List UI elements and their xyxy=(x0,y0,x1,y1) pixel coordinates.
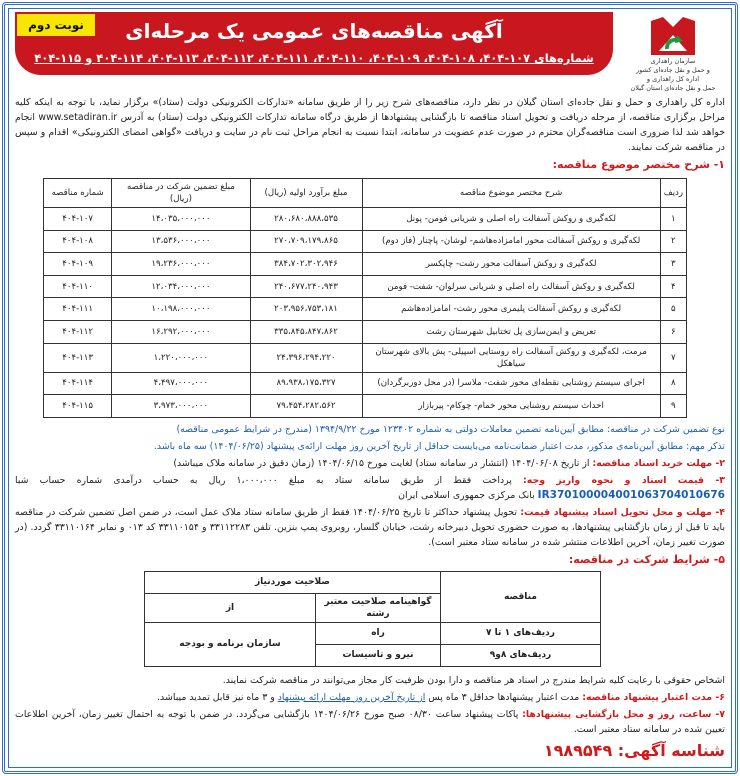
tender-number: ۴۰۴-۱۰۸ xyxy=(44,230,112,253)
estimated-amount: ۲۴،۳۹۶،۲۹۴،۲۲۰ xyxy=(250,343,362,372)
estimated-amount: ۷۹،۴۵۴،۲۸۲،۵۶۲ xyxy=(250,395,362,418)
col-issuer: از xyxy=(145,593,316,622)
tender-number: ۴۰۴-۱۰۹ xyxy=(44,253,112,276)
table-row xyxy=(145,622,601,644)
certificate-field: راه xyxy=(316,622,441,644)
section-7-text: پاکات پیشنهاد ساعت ۰۸/۳۰ صبح مورخ ۱۴۰۴/۰۶/۲۶ بازگشایی می‌گردد. در ضمن با توجه به احتمال تغییر زمان، آخرین اطلاعات تعیین شده در سامانه ستاد معتبر است. xyxy=(15,708,725,735)
section-6 xyxy=(15,690,725,705)
guarantee-type: نوع تضمین شرکت در مناقصه: مطابق آیین‌نامه تضمین معاملات دولتی به شماره ۱۲۳۴۰۲ مورخ ۱۳۹۴/۹/۲۲ (مندرج در شرایط عمومی مناقصه) xyxy=(176,423,725,435)
logo-line: حمل و نقل جاده‌ای استان گیلان xyxy=(630,84,716,92)
logo-line: اداره کل راهداری و xyxy=(646,75,700,83)
tender-number: ۴۰۴-۱۱۰ xyxy=(44,275,112,298)
col-description: شرح مختصر موضوع مناقصه xyxy=(362,179,660,208)
estimated-amount: ۲۸۰،۶۸۰،۸۸۸،۵۳۵ xyxy=(250,208,362,231)
table-row xyxy=(44,208,687,231)
eligibility-text: اشخاص حقوقی با رعایت کلیه شرایط مندرج در اسناد هر مناقصه و دارا بودن ظرفیت کار مجاز می‌توانند در مناقصه شرکت نمایند. xyxy=(222,674,725,686)
logo-line: و حمل و نقل جاده‌ای کشور xyxy=(636,66,710,74)
tenders-table xyxy=(43,178,687,418)
row-number: ۶ xyxy=(660,320,686,343)
table-row xyxy=(44,372,687,395)
second-round-badge: نوبت دوم xyxy=(17,14,95,36)
row-number: ۹ xyxy=(660,395,686,418)
header-banner xyxy=(15,12,613,75)
table-row xyxy=(44,298,687,321)
col-certificate-field: گواهینامه صلاحیت معتبر رشته xyxy=(316,593,441,622)
tender-description: مرمت، لکه‌گیری و روکش آسفالت راه روستایی اسپیلی- پش بالای شهرستان سیاهکل xyxy=(362,343,660,372)
row-number: ۸ xyxy=(660,372,686,395)
tender-description: اجرای سیستم روشنایی نقطه‌ای محور شفت- ملاسرا (در محل دوربرگردان) xyxy=(362,372,660,395)
table-row xyxy=(44,253,687,276)
section-6-label: ۶- مدت اعتبار پیشنهاد مناقصه: xyxy=(582,691,725,703)
section-4-text: تحویل پیشنهاد حداکثر تا تاریخ ۱۴۰۴/۰۶/۲۵ فقط از طریق سامانه ستاد ملاک عمل است، در ضمن اصل تضمین شرکت در مناقصه باید تا قبل از زمان بازگشایی پیشنهادها، به صورت حضوری تحویل دبیرخانه رشت، خیابان گلسار، روبروی پمپ بنزین. تلفن ۳۳۱۱۲۲۸۳ و ۳۳۱۱۰۱۵۴ کد ۰۱۳ و نمابر ۳۳۱۱۰۱۶۴ گردد. (در صورت تغییر زمان، آخرین اطلاعات منتشر شده در سامانه ستاد معتبر است). xyxy=(15,506,725,548)
table-row xyxy=(44,230,687,253)
eligibility-table xyxy=(144,571,601,667)
table-header-row xyxy=(44,179,687,208)
row-number: ۱ xyxy=(660,208,686,231)
tender-rows: ردیف‌های ۱ تا ۷ xyxy=(441,622,601,644)
guarantee-amount: ۱۴،۰۳۵،۰۰۰،۰۰۰ xyxy=(112,208,250,231)
row-number: ۴ xyxy=(660,275,686,298)
tender-description: لکه‌گیری و روکش آسفالت محور رشت- چاپکسر xyxy=(362,253,660,276)
guarantee-amount: ۱۳،۵۳۶،۰۰۰،۰۰۰ xyxy=(112,230,250,253)
section-3 xyxy=(15,473,725,503)
col-estimate: مبلغ برآورد اولیه (ریال) xyxy=(250,179,362,208)
tender-description: احداث سیستم روشنایی محور خمام- چوکام- پیربازار xyxy=(362,395,660,418)
col-tender: مناقصه xyxy=(441,571,601,622)
certificate-field: نیرو و تاسیسات xyxy=(316,644,441,666)
section-4 xyxy=(15,505,725,550)
guarantee-amount: ۱،۲۲۰،۰۰۰،۰۰۰ xyxy=(112,343,250,372)
row-number: ۲ xyxy=(660,230,686,253)
row-number: ۵ xyxy=(660,298,686,321)
guarantee-amount: ۴،۴۹۷،۰۰۰،۰۰۰ xyxy=(112,372,250,395)
section-4-label: ۴- مهلت و محل تحویل اسناد پیشنهاد قیمت: xyxy=(520,506,726,518)
table-row xyxy=(44,320,687,343)
guarantee-amount: ۱۶،۲۹۲،۰۰۰،۰۰۰ xyxy=(112,320,250,343)
estimated-amount: ۲۴۰،۶۷۷،۲۴۰،۹۴۳ xyxy=(250,275,362,298)
tender-number: ۴۰۴-۱۱۵ xyxy=(44,395,112,418)
tender-numbers: شماره‌های ۱۰۷-۴۰۴، ۱۰۸-۴۰۴، ۱۰۹-۴۰۴، ۱۱۰-۴۰۴، ۱۱۱-۴۰۴، ۱۱۲-۴۰۴، ۱۱۳-۴۰۴، ۱۱۴-۴۰۴ و ۱۱۵-۴۰۴ xyxy=(34,51,594,65)
col-guarantee: مبلغ تضمین شرکت در مناقصه (ریال) xyxy=(112,179,250,208)
ad-inner-border xyxy=(8,8,732,768)
col-required-qualification: صلاحیت موردنیاز xyxy=(145,571,441,593)
section-2-text: از تاریخ ۱۴۰۴/۰۶/۰۸ (انتشار در سامانه ستاد) لغایت مورخ ۱۴۰۴/۰۶/۱۵ (زمان دقیق در سامانه ملاک میباشد) xyxy=(173,457,593,469)
row-number: ۳ xyxy=(660,253,686,276)
section-7 xyxy=(15,707,725,737)
tender-description: لکه‌گیری و روکش آسفالت پلیمری محور رشت- امامزاده‌هاشم xyxy=(362,298,660,321)
tender-number: ۴۰۴-۱۱۴ xyxy=(44,372,112,395)
tender-description: لکه‌گیری و روکش آسفالت راه اصلی و شریانی فومن- پونل xyxy=(362,208,660,231)
logo-line: سازمان راهداری xyxy=(650,57,696,65)
tender-number: ۴۰۴-۱۰۷ xyxy=(44,208,112,231)
guarantee-amount: ۳،۹۷۳،۰۰۰،۰۰۰ xyxy=(112,395,250,418)
tender-rows: ردیف‌های ۸و۹ xyxy=(441,644,601,666)
tender-description: لکه‌گیری و روکش آسفالت محور امامزاده‌هاشم- لوشان- پاچنار (فاز دوم) xyxy=(362,230,660,253)
road-org-logo-icon xyxy=(649,15,697,57)
estimated-amount: ۳۸۴،۷۰۲،۳۰۲،۹۴۶ xyxy=(250,253,362,276)
guarantee-amount: ۱۹،۲۳۶،۰۰۰،۰۰۰ xyxy=(112,253,250,276)
guarantee-note: تذکر مهم: مطابق آیین‌نامه‌ی مذکور، مدت اعتبار ضمانت‌نامه می‌بایست حداقل از تاریخ آخرین روز مهلت ارائه‌ی پیشنهاد (۱۴۰۴/۰۶/۲۵) سه ماه باشد. xyxy=(153,440,725,452)
table-row xyxy=(44,275,687,298)
row-number: ۷ xyxy=(660,343,686,372)
issuing-authority: سازمان برنامه و بودجه xyxy=(145,622,316,666)
guarantee-amount: ۱۲،۰۳۴،۰۰۰،۰۰۰ xyxy=(112,275,250,298)
section-2-label: ۲- مهلت خرید اسناد مناقصه: xyxy=(592,457,725,469)
ad-id: شناسه آگهی: ۱۹۸۹۵۴۹ xyxy=(543,740,725,760)
iban-number: IR370100004001063704010676 xyxy=(537,488,725,501)
section-3-label: ۳- قیمت اسناد و نحوه واریز وجه: xyxy=(523,474,725,486)
guarantee-amount: ۱۰،۱۹۸،۰۰۰،۰۰۰ xyxy=(112,298,250,321)
estimated-amount: ۳۳۵،۸۴۵،۸۴۷،۸۶۲ xyxy=(250,320,362,343)
estimated-amount: ۸۹،۹۳۸،۱۷۵،۳۲۷ xyxy=(250,372,362,395)
ad-title: آگهی مناقصه‌های عمومی یک مرحله‌ای xyxy=(125,19,503,43)
tender-number: ۴۰۴-۱۱۱ xyxy=(44,298,112,321)
tender-description: تعریض و ایمن‌سازی پل تختابیل شهرستان رشت xyxy=(362,320,660,343)
organization-logo xyxy=(621,12,725,93)
section-6-text: مدت اعتبار پیشنهادها حداقل ۳ ماه پس xyxy=(425,691,583,703)
section-7-label: ۷- ساعت، روز و محل بازگشایی پیشنهادها: xyxy=(522,708,725,720)
col-tender-number: شماره مناقصه xyxy=(44,179,112,208)
tender-description: لکه‌گیری و روکش آسفالت راه اصلی و شریانی سرلوان- شفت- فومن xyxy=(362,275,660,298)
tender-number: ۴۰۴-۱۱۳ xyxy=(44,343,112,372)
tender-number: ۴۰۴-۱۱۲ xyxy=(44,320,112,343)
section-1-heading: ۱- شرح مختصر موضوع مناقصه: xyxy=(552,158,725,171)
ad-frame xyxy=(2,2,738,774)
table-row xyxy=(44,343,687,372)
estimated-amount: ۲۰۳،۹۵۶،۷۵۳،۱۸۱ xyxy=(250,298,362,321)
section-3-bank: بانک مرکزی جمهوری اسلامی ایران xyxy=(398,489,538,501)
section-2 xyxy=(15,456,725,471)
estimated-amount: ۲۷۰،۷۰۹،۱۷۹،۸۶۵ xyxy=(250,230,362,253)
section-6-text-end: و ۳ ماه نیز قابل تمدید میباشد. xyxy=(157,691,278,703)
table-row xyxy=(44,395,687,418)
section-3-text: پرداخت فقط از طریق سامانه ستاد به مبلغ ۱،۰۰۰،۰۰۰ ریال به حساب درآمدی شماره حساب شبا xyxy=(15,474,524,486)
section-6-highlight: از تاریخ آخرین روز مهلت ارائه پیشنهاد xyxy=(277,691,426,703)
section-5-heading: ۵- شرایط شرکت در مناقصه: xyxy=(568,552,725,566)
col-row-no: ردیف xyxy=(660,179,686,208)
intro-paragraph: اداره کل راهداری و حمل و نقل جاده‌ای استان گیلان در نظر دارد، مناقصه‌های شرح زیر را از طریق سامانه «تدارکات الکترونیکی دولت (ستاد)» برگزار نماید، با توجه به اینکه کلیه مراحل برگزاری مناقصه، از مرحله دریافت و تحویل اسناد مناقصه تا بازگشایی پیشنهادها از طریق درگاه سامانه تدارکات الکترونیکی دولت (ستاد) به آدرس www.setadiran.ir انجام خواهد شد لذا ضروری است مناقصه‌گران محترم در صورت عدم عضویت در سامانه، ابتدا نسبت به انجام مراحل ثبت نام در سایت و دریافت «گواهی امضای الکترونیکی» اقدام و سپس در مناقصه شرکت نمایند. xyxy=(15,97,725,153)
ad-header xyxy=(15,12,725,93)
